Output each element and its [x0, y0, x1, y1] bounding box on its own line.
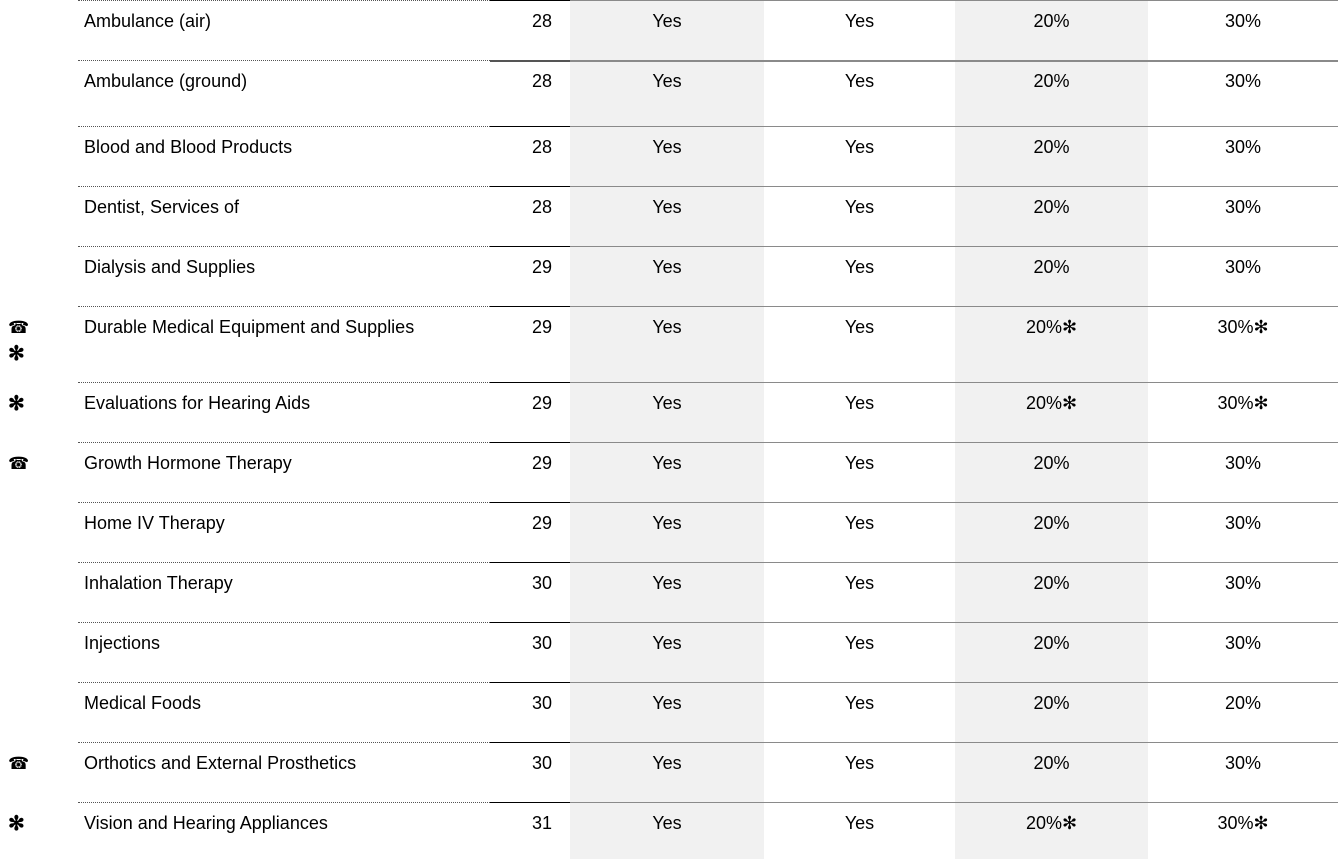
coverage-cell: Yes	[652, 693, 682, 713]
row-divider	[570, 442, 1338, 443]
coverage-cell: Yes	[844, 197, 875, 217]
coinsurance-cell: 30%✻	[1217, 393, 1269, 413]
row-divider	[78, 246, 490, 248]
coverage-cell: Yes	[844, 573, 875, 593]
telephone-icon: ☎	[8, 318, 30, 337]
row-divider	[570, 562, 1338, 563]
service-name: Growth Hormone Therapy	[84, 453, 292, 473]
row-divider	[78, 502, 490, 504]
row-divider	[570, 382, 1338, 383]
coinsurance-cell: 20%	[1033, 633, 1070, 653]
table-row	[0, 186, 1338, 246]
row-divider	[78, 60, 490, 62]
row-divider	[570, 622, 1338, 623]
row-divider	[490, 442, 570, 443]
page-number: 30	[531, 753, 552, 773]
coverage-cell: Yes	[844, 693, 875, 713]
coverage-cell: Yes	[652, 11, 682, 31]
row-divider	[570, 502, 1338, 503]
page-number: 30	[531, 573, 552, 593]
coinsurance-cell: 30%	[1224, 257, 1262, 277]
service-name: Ambulance (ground)	[84, 71, 248, 91]
row-divider	[570, 126, 1338, 127]
row-divider	[490, 126, 570, 127]
table-row	[0, 126, 1338, 186]
page-number: 29	[531, 453, 552, 473]
coverage-cell: Yes	[652, 453, 682, 473]
row-divider	[490, 502, 570, 503]
page-number: 28	[531, 11, 552, 31]
table-row	[0, 382, 1338, 442]
table-row	[0, 622, 1338, 682]
coverage-cell: Yes	[652, 317, 682, 337]
row-icons	[8, 751, 48, 777]
row-divider	[78, 382, 490, 384]
coinsurance-cell: 30%	[1224, 633, 1262, 653]
coinsurance-cell: 20%✻	[1025, 393, 1078, 413]
service-name: Durable Medical Equipment and Supplies	[84, 317, 415, 337]
page-number: 28	[531, 137, 552, 157]
row-divider	[490, 186, 570, 187]
coverage-cell: Yes	[844, 393, 875, 413]
coverage-cell: Yes	[652, 513, 682, 533]
coinsurance-cell: 20%	[1033, 453, 1070, 473]
page-number: 30	[531, 693, 552, 713]
row-divider	[78, 0, 490, 2]
page-number: 29	[531, 513, 552, 533]
coinsurance-cell: 30%✻	[1217, 317, 1269, 337]
row-divider	[490, 562, 570, 563]
row-divider	[78, 562, 490, 564]
page-number: 29	[531, 257, 552, 277]
coinsurance-cell: 30%	[1224, 11, 1262, 31]
coinsurance-cell: 30%	[1224, 197, 1262, 217]
service-name: Dentist, Services of	[84, 197, 240, 217]
table-row	[0, 60, 1338, 126]
asterisk-icon: ✻	[8, 393, 25, 415]
coverage-cell: Yes	[844, 753, 875, 773]
page-number: 28	[531, 71, 552, 91]
coinsurance-cell: 30%	[1224, 573, 1262, 593]
coinsurance-cell: 20%	[1033, 71, 1070, 91]
coinsurance-cell: 30%✻	[1217, 813, 1269, 833]
row-icons	[8, 315, 48, 367]
table-row	[0, 802, 1338, 862]
service-name: Blood and Blood Products	[84, 137, 293, 157]
coverage-cell: Yes	[652, 71, 682, 91]
row-divider	[78, 306, 490, 308]
row-divider	[570, 60, 1338, 62]
asterisk-icon: ✻	[8, 813, 25, 835]
row-divider	[78, 126, 490, 128]
page-number: 31	[531, 813, 552, 833]
coinsurance-cell: 30%	[1224, 513, 1262, 533]
coinsurance-cell: 20%	[1033, 753, 1070, 773]
table-row	[0, 246, 1338, 306]
page-number: 29	[531, 317, 552, 337]
table-row	[0, 0, 1338, 60]
row-divider	[490, 742, 570, 743]
row-divider	[570, 186, 1338, 187]
row-icons	[8, 811, 48, 837]
coinsurance-cell: 30%	[1224, 137, 1262, 157]
coverage-cell: Yes	[652, 573, 682, 593]
coverage-cell: Yes	[844, 513, 875, 533]
row-divider	[78, 442, 490, 444]
service-name: Vision and Hearing Appliances	[84, 813, 328, 833]
coverage-cell: Yes	[844, 813, 875, 833]
telephone-icon: ☎	[8, 454, 30, 473]
row-divider	[570, 742, 1338, 743]
coverage-cell: Yes	[844, 11, 875, 31]
service-name: Inhalation Therapy	[84, 573, 233, 593]
coverage-cell: Yes	[844, 257, 875, 277]
coverage-cell: Yes	[652, 257, 682, 277]
row-divider	[490, 802, 570, 803]
table-row	[0, 682, 1338, 742]
asterisk-icon: ✻	[8, 343, 25, 365]
coinsurance-cell: 30%	[1224, 753, 1262, 773]
page-number: 29	[531, 393, 552, 413]
coverage-cell: Yes	[844, 317, 875, 337]
row-icons	[8, 451, 48, 477]
coverage-cell: Yes	[844, 453, 875, 473]
coinsurance-cell: 20%✻	[1025, 317, 1078, 337]
row-divider	[570, 246, 1338, 247]
service-name: Ambulance (air)	[84, 11, 212, 31]
coverage-cell: Yes	[652, 633, 682, 653]
row-divider	[570, 0, 1338, 1]
coinsurance-cell: 30%	[1224, 71, 1262, 91]
service-name: Injections	[84, 633, 161, 653]
coverage-cell: Yes	[844, 633, 875, 653]
coverage-cell: Yes	[844, 137, 875, 157]
row-divider	[78, 186, 490, 188]
row-divider	[78, 682, 490, 684]
coverage-cell: Yes	[652, 813, 682, 833]
service-name: Orthotics and External Prosthetics	[84, 753, 357, 773]
coverage-cell: Yes	[652, 393, 682, 413]
row-divider	[570, 802, 1338, 803]
service-name: Home IV Therapy	[84, 513, 225, 533]
table-row	[0, 502, 1338, 562]
coverage-cell: Yes	[652, 197, 682, 217]
service-name: Evaluations for Hearing Aids	[84, 393, 311, 413]
row-divider	[490, 682, 570, 683]
row-divider	[490, 382, 570, 383]
page-number: 30	[531, 633, 552, 653]
table-row	[0, 562, 1338, 622]
coinsurance-cell: 20%	[1033, 197, 1070, 217]
row-divider	[490, 622, 570, 623]
coinsurance-cell: 20%	[1033, 513, 1070, 533]
coinsurance-cell: 20%	[1224, 693, 1262, 713]
table-row	[0, 442, 1338, 502]
service-name: Dialysis and Supplies	[84, 257, 256, 277]
row-divider	[570, 306, 1338, 307]
coverage-cell: Yes	[652, 137, 682, 157]
coinsurance-cell: 20%	[1033, 11, 1070, 31]
row-divider	[490, 246, 570, 247]
coinsurance-cell: 20%✻	[1025, 813, 1078, 833]
coverage-cell: Yes	[844, 71, 875, 91]
row-divider	[490, 306, 570, 307]
service-name: Medical Foods	[84, 693, 202, 713]
coinsurance-cell: 20%	[1033, 693, 1070, 713]
coinsurance-cell: 30%	[1224, 453, 1262, 473]
row-divider	[490, 60, 570, 62]
row-icons	[8, 391, 48, 417]
table-row	[0, 306, 1338, 382]
coinsurance-cell: 20%	[1033, 137, 1070, 157]
row-divider	[78, 802, 490, 804]
coverage-cell: Yes	[652, 753, 682, 773]
row-divider	[570, 682, 1338, 683]
row-divider	[490, 0, 570, 1]
row-divider	[78, 742, 490, 744]
telephone-icon: ☎	[8, 754, 30, 773]
row-divider	[78, 622, 490, 624]
table-row	[0, 742, 1338, 802]
page-number: 28	[531, 197, 552, 217]
coinsurance-cell: 20%	[1033, 573, 1070, 593]
coinsurance-cell: 20%	[1033, 257, 1070, 277]
